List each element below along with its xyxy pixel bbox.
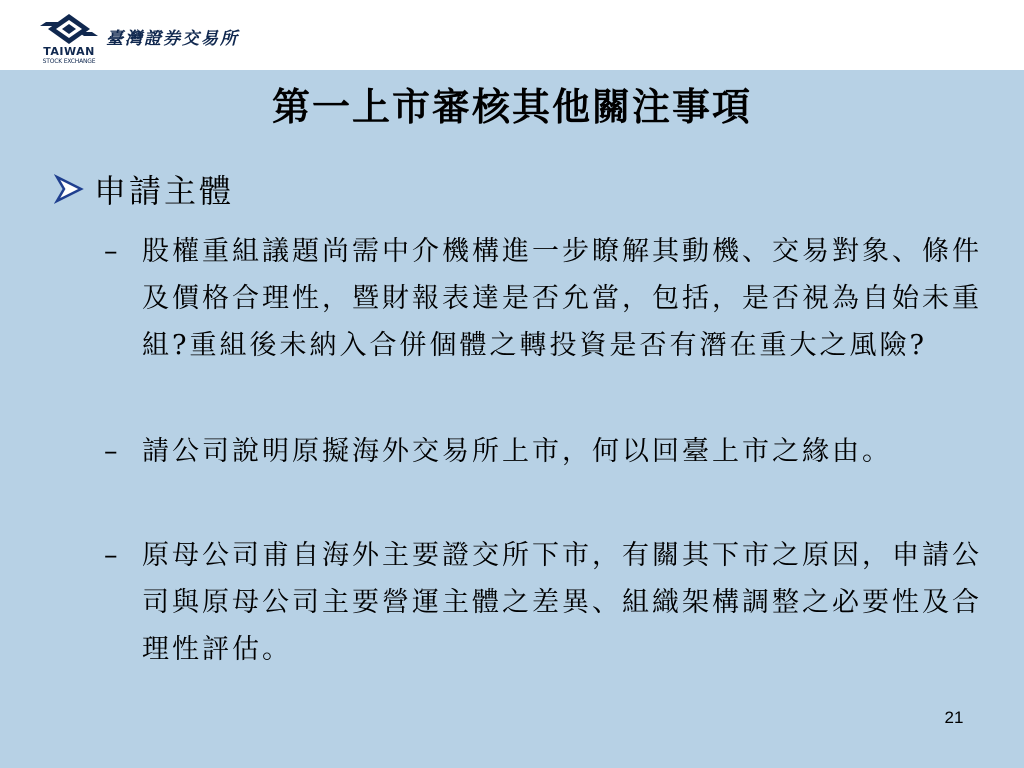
header-band	[0, 0, 1024, 70]
page-number: 21	[944, 708, 964, 727]
sub-item-dash: –	[104, 236, 121, 267]
bullet-text: 申請主體	[94, 172, 235, 210]
sub-item-text: 股權重組議題尚需中介機構進一步瞭解其動機、交易對象、條件及價格合理性，暨財報表達是否允當，包括，是否視為自始未重組?重組後未納入合併個體之轉投資是否有潛在重大之風險?	[142, 236, 982, 361]
tse-logo	[38, 12, 100, 68]
sub-item-text: 原母公司甫自海外主要證交所下市，有關其下市之原因，申請公司與原母公司主要營運主體之差異、組織架構調整之必要性及合理性評估。	[142, 540, 982, 665]
logo-wordmark: TAIWAN	[43, 45, 95, 58]
arrow-bullet-icon	[54, 174, 84, 204]
slide-title: 第一上市審核其他關注事項	[271, 84, 752, 129]
logo-subtitle: STOCK EXCHANGE	[42, 58, 96, 65]
main-bullet	[54, 167, 234, 211]
logo-mark-icon	[38, 12, 100, 46]
sub-item-2	[104, 428, 984, 475]
sub-item-dash: –	[104, 436, 121, 467]
sub-item-3	[104, 532, 984, 673]
sub-item-1	[104, 228, 984, 369]
sub-item-dash: –	[104, 540, 121, 571]
organization-name: 臺灣證券交易所	[106, 29, 239, 49]
sub-item-text: 請公司說明原擬海外交易所上市，何以回臺上市之緣由。	[142, 436, 892, 467]
